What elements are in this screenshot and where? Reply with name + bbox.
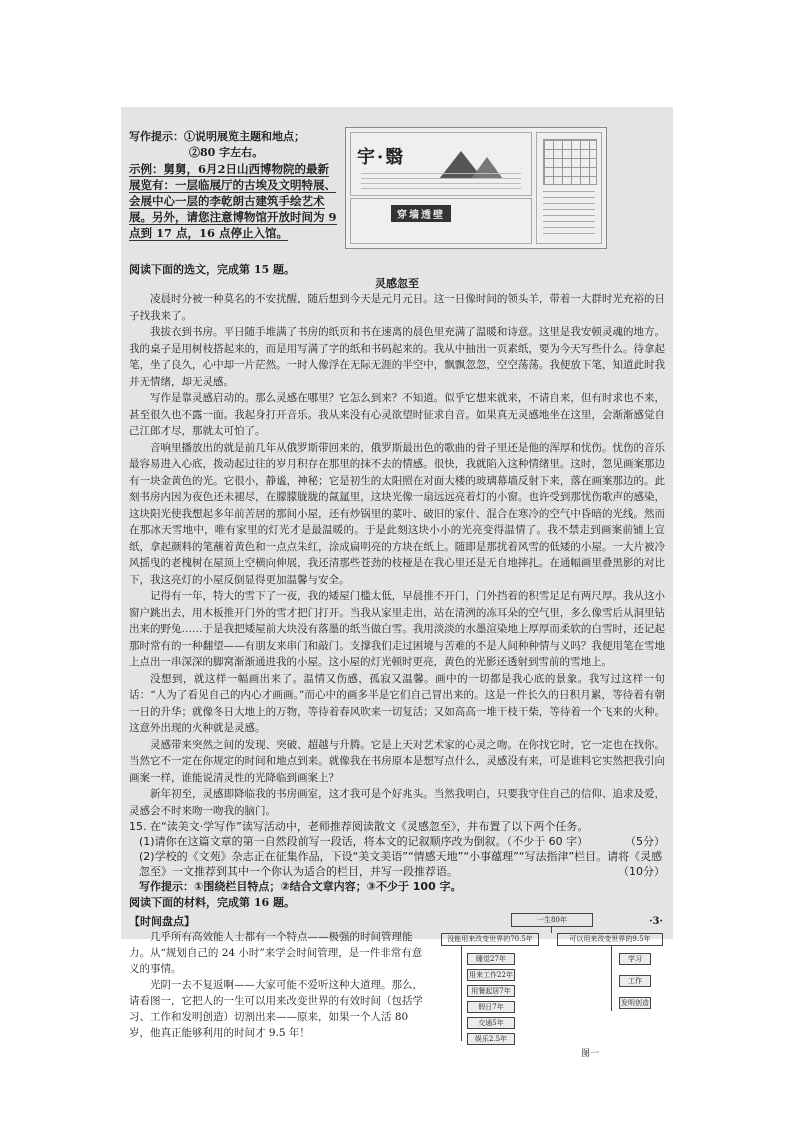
example-text: 舅舅，6月2日山西博物院的最新展览有：一层临展厅的古埃及文明特展、会展中心一层的李乾朗古建筑手绘艺术展。另外，请您注意博物馆开放时间为 9 点到 17 点，16 点停止入馆。 bbox=[129, 162, 337, 240]
figure-left-item: 假日7年 bbox=[467, 1001, 515, 1013]
figure-right-head: 可以用来改变世界的9.5年 bbox=[557, 933, 663, 946]
page-content bbox=[129, 129, 665, 1061]
figure-right-item: 学习 bbox=[619, 953, 651, 965]
section-label: 【时间盘点】 bbox=[129, 915, 195, 928]
figure-right-item: 发明创造 bbox=[621, 999, 649, 1007]
example-paragraph bbox=[129, 161, 339, 241]
figure-left-item: 睡觉27年 bbox=[467, 953, 515, 965]
exhibition-poster-image bbox=[345, 127, 607, 249]
figure-right-item: 工作 bbox=[619, 975, 651, 987]
task-2-text: (2)学校的《文苑》杂志正在征集作品，下设“美文美语”“情感天地”“小事蕴理”“写法指津”栏目。请将《灵感忽至》一文推荐到其中一个你认为适合的栏目，并写一段推荐语。 bbox=[139, 850, 663, 878]
question-stem: 15. 在“读美文·学写作”读写活动中，老师推荐阅读散文《灵感忽至》，并布置了以下两个任务。 bbox=[129, 820, 589, 833]
figure-connector bbox=[551, 926, 552, 933]
material-paragraph: 几乎所有高效能人士都有一个特点——极强的时间管理能力。从“规划自己的 24 小时”来学会时间管理，是一件非常有意义的事情。 bbox=[129, 931, 423, 975]
poster-fine-print bbox=[361, 173, 521, 193]
task-2-tips: 写作提示：①围绕栏目特点；②结合文章内容；③不少于 100 字。 bbox=[139, 880, 462, 893]
poster-glyph: 宇·翳 bbox=[357, 147, 406, 168]
figure-left-item: 用来工作22年 bbox=[467, 969, 515, 981]
poster-middle-panel bbox=[350, 198, 532, 244]
material-text bbox=[129, 929, 429, 1041]
essay-paragraph: 凌晨时分被一种莫名的不安扰醒，随后想到今天是元月元日。这一日像时间的领头羊，带着一大群时光充裕的日子找我来了。 bbox=[129, 293, 665, 322]
essay-title: 灵感忽至 bbox=[375, 277, 419, 290]
task-1-score: （5分） bbox=[625, 835, 665, 848]
reading-intro: 阅读下面的选文，完成第 15 题。 bbox=[129, 263, 295, 276]
task-2 bbox=[129, 849, 665, 879]
essay-paragraph: 新年初至，灵感即降临我的书房画室，这才我可是个好兆头。当然我明白，只要我守住自己的信仰、追求及爱，灵感会不时来吻一吻我的脑门。 bbox=[129, 788, 665, 817]
essay-paragraph: 写作是靠灵感启动的。那么灵感在哪里？它怎么到来？不知道。似乎它想来就来，不请自来，但有时求也不来，甚至很久也不露一面。我起身打开音乐。我从来没有心灵欲望时征求自音。如果真无灵感地坐在这里，会渐渐感觉自己江郎才尽，那就太可怕了。 bbox=[129, 392, 665, 437]
reading-intro-2: 阅读下面的材料，完成第 16 题。 bbox=[129, 896, 295, 909]
figure-left-head: 没能用来改变世界的70.5年 bbox=[441, 933, 539, 946]
poster-top-panel bbox=[350, 132, 532, 196]
figure-root: 一生80年 bbox=[511, 913, 593, 927]
essay-body bbox=[129, 291, 665, 819]
poster-mid-title: 穿墙透壁 bbox=[391, 205, 451, 222]
figure-left-item: 用餐起居7年 bbox=[467, 985, 515, 997]
figure-left-item: 娱乐2.5年 bbox=[467, 1033, 515, 1045]
tip-item-1: ①说明展览主题和地点； bbox=[184, 130, 305, 143]
material-paragraph: 光阴一去不复返啊——大家可能不爱听这种大道理。那么，请看图一，它把人的一生可以用来改变世界的有效时间（包括学习、工作和发明创造）切割出来——原来，如果一个人活 80 岁，他真正能够利用的时间才 9.5 年！ bbox=[129, 979, 423, 1039]
tip-label: 写作提示： bbox=[129, 130, 184, 143]
question-15 bbox=[129, 819, 665, 894]
task-1 bbox=[129, 834, 665, 849]
writing-tip-block bbox=[129, 129, 665, 261]
page-number: ·3· bbox=[649, 916, 663, 927]
scanned-page bbox=[121, 107, 673, 1059]
poster-side-panel bbox=[536, 132, 602, 244]
essay-paragraph: 灵感带来突然之间的发现、突破、超越与升腾。它是上天对艺术家的心灵之吻。在你找它时，它一定也在找你。当然它不一定在你规定的时间和地点到来。就像我在书房原本是想写点什么，灵感没有来，可是谁料它实然把我引向画案一样，谁能说清灵性的光降临到画案上？ bbox=[129, 738, 665, 784]
essay-paragraph: 没想到，就这样一幅画出来了。温情又伤感，孤寂又温馨。画中的一切都是我心底的景象。我写过这样一句话：“人为了看见自己的内心才画画。”而心中的画多半是它们自己冒出来的。这是一件长久的日积月累，等待着有朝一日的升华；就像冬日大地上的万物，等待着春风吹来一切复活；又如高高一堆干枝干柴，等待着一个飞来的火种。这意外出现的火种就是灵感。 bbox=[129, 672, 665, 734]
task-1-text: (1)请你在这篇文章的第一自然段前写一段话，将本文的记叙顺序改为倒叙。（不少于 60 字） bbox=[139, 835, 589, 848]
essay-paragraph: 音响里播放出的就是前几年从俄罗斯带回来的，俄罗斯最出色的歌曲的骨子里还是他的浑厚和忧伤。忧伤的音乐最容易进入心底，拨动起过往的岁月积存在那里的抹不去的情感。很快，我就陷入这种情绪里。这时，忽见画案那边有一块金黄色的光。它很小，静谧，神秘；它是初生的太阳照在对面大楼的玻璃幕墙反射下来，落在画案那边的。此刻书房内因为夜色还未褪尽，在朦朦胧胧的氤氲里，这块光像一扇远远亮着灯的小窗。也许受到那忧伤歌声的感染，这块阳光使我想起多年前苦居的那间小屋，还有炒锅里的菜叶、破旧的家什、混合在寒冷的空气中昏暗的光线。然而在那冰天雪地中，唯有家里的灯光才是最温暖的。于是此刻这块小小的光亮变得温情了。我不禁走到画案前铺上宣纸，拿起颜料的笔蘸着黄色和一点点朱红，涂成扁明亮的方块在纸上。随即是那扰着风雪的低矮的小屋。一大片被冷风摇曳的老槐树在屋顶上空横向伸展，我还清那些苍劲的枝桠是在我心里还是无自地摔扎。在通幅画里叠黑影的对比下，我这亮灯的小屋反倒显得更加温馨与安全。 bbox=[129, 441, 665, 586]
time-breakdown-figure bbox=[441, 913, 661, 1058]
poster-side-lines bbox=[543, 191, 595, 237]
figure-caption: 图一 bbox=[581, 1049, 600, 1059]
calendar-grid-icon bbox=[543, 139, 597, 185]
task-2-score: （10分） bbox=[618, 865, 665, 878]
essay-paragraph: 我拔衣到书房。平日随手堆满了书房的纸页和书在速离的晨色里充满了温暖和诗意。这里是我安顿灵魂的地方。我的桌子是用树枝搭起来的，而是用写满了字的纸和书码起来的。我从中抽出一页素纸，要为今天写些什么。待拿起笔，坐了良久，心中却一片茫然。一时人像浮在无际无涯的半空中，飘飘忽忽，空空荡荡。我便放下笔，知道此时我并无情绪，却无灵感。 bbox=[129, 326, 665, 388]
figure-left-trunk bbox=[461, 945, 462, 1041]
figure-right-trunk bbox=[611, 945, 612, 1011]
tip-line-2: ②80 字左右。 bbox=[189, 146, 264, 159]
figure-left-item: 交通5年 bbox=[467, 1017, 515, 1029]
essay-paragraph: 记得有一年，特大的雪下了一夜，我的矮屋门槛太低，早晨推不开门，门外挡着的积雪足足有两尺厚。我从这小窗户跳出去，用木板推开门外的雪才把门打开。当我从家里走出，站在清洌的冻耳朵的空气里，多么像雪后从洞里钻出来的野兔……于是我把矮屋前大块没有落墨的纸当做白雪。我用淡淡的水墨渲染地上厚厚而柔软的白雪时，还记起那时常有的一种翻望——有朋友来串门和敲门。支撑我们走过困境与苦难的不是人间种种情与义吗？我便用笔在雪地上点出一串深深的脚窝渐渐通进我的小屋。这小屋的灯光顿时更亮，黄色的光影还透射到雪前的雪地上。 bbox=[129, 590, 665, 668]
example-label: 示例： bbox=[129, 162, 164, 176]
